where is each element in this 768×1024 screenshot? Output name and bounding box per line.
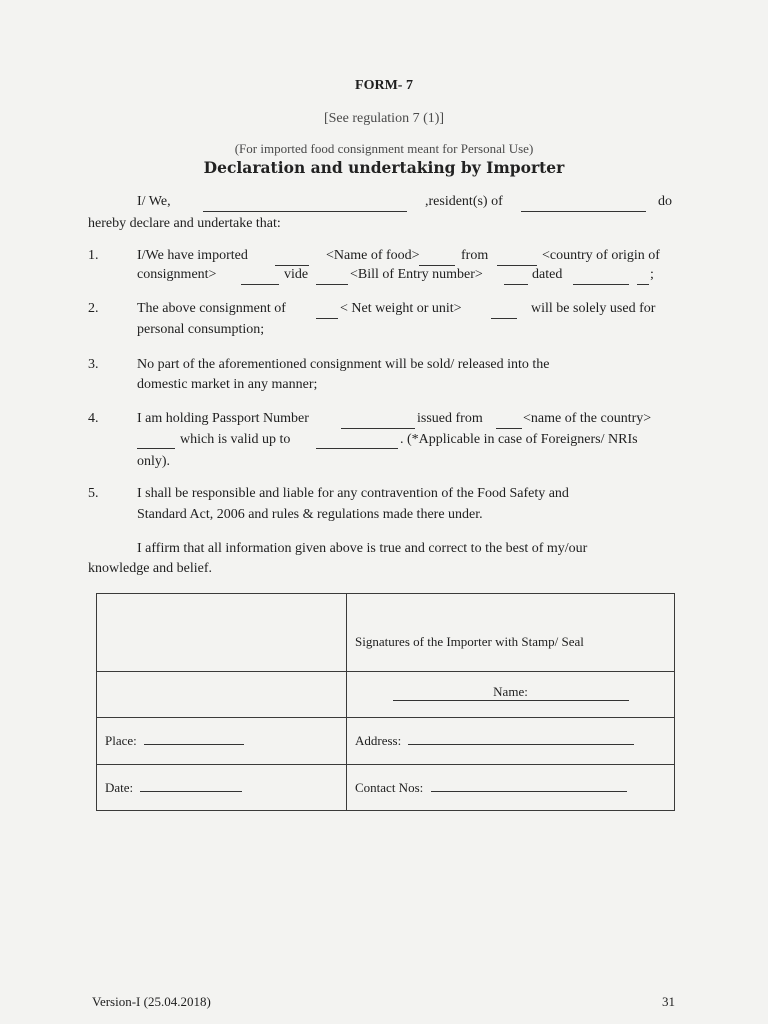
place-label: Place: bbox=[105, 733, 137, 748]
item2-use: will be solely used for bbox=[531, 301, 656, 316]
signature-cell[interactable] bbox=[347, 594, 675, 672]
stamp-cell[interactable] bbox=[97, 594, 347, 672]
item1-from: from bbox=[461, 248, 489, 263]
item2-weight: < Net weight or unit> bbox=[340, 301, 462, 316]
item1-blank[interactable] bbox=[275, 264, 309, 266]
intro-do: do bbox=[658, 194, 672, 209]
item1-consignment: consignment> bbox=[137, 267, 217, 282]
item1-blank[interactable] bbox=[241, 283, 279, 285]
place-cell bbox=[97, 718, 347, 765]
contact-cell bbox=[347, 765, 675, 811]
item1-food: <Name of food> bbox=[326, 248, 420, 263]
name-label: Name: bbox=[493, 684, 528, 699]
page-title: Declaration and undertaking by Importer bbox=[203, 158, 565, 177]
item3-text: No part of the aforementioned consignment will be sold/ released into the bbox=[137, 357, 550, 372]
intro-we: I/ We, bbox=[137, 194, 171, 209]
item2-blank[interactable] bbox=[316, 317, 338, 319]
item-number: 5. bbox=[88, 486, 99, 501]
name-field[interactable] bbox=[393, 684, 629, 701]
item1-text: I/We have imported bbox=[137, 248, 248, 263]
affirmation-text: I affirm that all information given above is true and correct to the best of my/our bbox=[137, 541, 588, 556]
item1-blank[interactable] bbox=[637, 283, 649, 285]
item2-text: The above consignment of bbox=[137, 301, 286, 316]
table-row bbox=[97, 718, 675, 765]
residence-blank[interactable] bbox=[521, 210, 646, 212]
contact-label: Contact Nos: bbox=[355, 779, 424, 795]
signature-label: Signatures of the Importer with Stamp/ Seal bbox=[355, 633, 584, 649]
form-title: FORM- 7 bbox=[355, 78, 413, 93]
item5-text: I shall be responsible and liable for any contravention of the Food Safety and bbox=[137, 486, 569, 501]
form-purpose: (For imported food consignment meant for Personal Use) bbox=[234, 141, 534, 156]
address-label: Address: bbox=[355, 733, 402, 748]
item1-dated: dated bbox=[532, 267, 563, 282]
empty-cell bbox=[97, 672, 347, 718]
item-number: 3. bbox=[88, 357, 99, 372]
item1-blank[interactable] bbox=[316, 283, 348, 285]
place-field[interactable] bbox=[144, 744, 244, 745]
importer-name-blank[interactable] bbox=[203, 210, 407, 212]
version-label: Version-I (25.04.2018) bbox=[92, 994, 211, 1009]
date-blank[interactable] bbox=[573, 283, 629, 285]
date-cell bbox=[97, 765, 347, 811]
item-number: 2. bbox=[88, 301, 99, 316]
table-row bbox=[97, 672, 675, 718]
affirmation-text2: knowledge and belief. bbox=[88, 561, 213, 576]
regulation-reference: [See regulation 7 (1)] bbox=[323, 111, 445, 126]
item4-text: I am holding Passport Number bbox=[137, 411, 309, 426]
item5-text2: Standard Act, 2006 and rules & regulations made there under. bbox=[137, 507, 483, 522]
item4-blank[interactable] bbox=[496, 427, 522, 429]
item1-country: <country of origin of bbox=[542, 248, 660, 263]
passport-blank[interactable] bbox=[341, 427, 415, 429]
item1-blank[interactable] bbox=[497, 264, 537, 266]
date-field[interactable] bbox=[140, 791, 242, 792]
address-cell bbox=[347, 718, 675, 765]
item-number: 4. bbox=[88, 411, 99, 426]
item-number: 1. bbox=[88, 248, 99, 263]
page-number: 31 bbox=[662, 994, 675, 1009]
valid-date-blank[interactable] bbox=[316, 447, 398, 449]
item4-issued: issued from bbox=[417, 411, 483, 426]
item1-bill: <Bill of Entry number> bbox=[350, 267, 483, 282]
item1-semicolon: ; bbox=[650, 267, 654, 282]
address-field[interactable] bbox=[408, 744, 634, 745]
name-cell[interactable] bbox=[347, 672, 675, 718]
item4-valid: which is valid up to bbox=[180, 432, 291, 447]
table-row bbox=[97, 594, 675, 672]
item1-blank[interactable] bbox=[504, 283, 528, 285]
contact-field[interactable] bbox=[431, 791, 627, 792]
table-row bbox=[97, 765, 675, 811]
signature-table bbox=[96, 593, 675, 811]
intro-declare: hereby declare and undertake that: bbox=[88, 216, 281, 231]
intro-resident: ,resident(s) of bbox=[425, 194, 503, 209]
date-label: Date: bbox=[105, 779, 134, 795]
item1-blank[interactable] bbox=[419, 264, 455, 266]
item4-country: <name of the country> bbox=[523, 411, 652, 426]
item4-blank[interactable] bbox=[137, 447, 175, 449]
item4-only: only). bbox=[137, 454, 171, 469]
item2-personal: personal consumption; bbox=[137, 322, 265, 337]
item2-blank[interactable] bbox=[491, 317, 517, 319]
item3-text2: domestic market in any manner; bbox=[137, 377, 318, 392]
item1-vide: vide bbox=[284, 267, 309, 282]
item4-applicable: . (*Applicable in case of Foreigners/ NRIs bbox=[400, 432, 638, 447]
